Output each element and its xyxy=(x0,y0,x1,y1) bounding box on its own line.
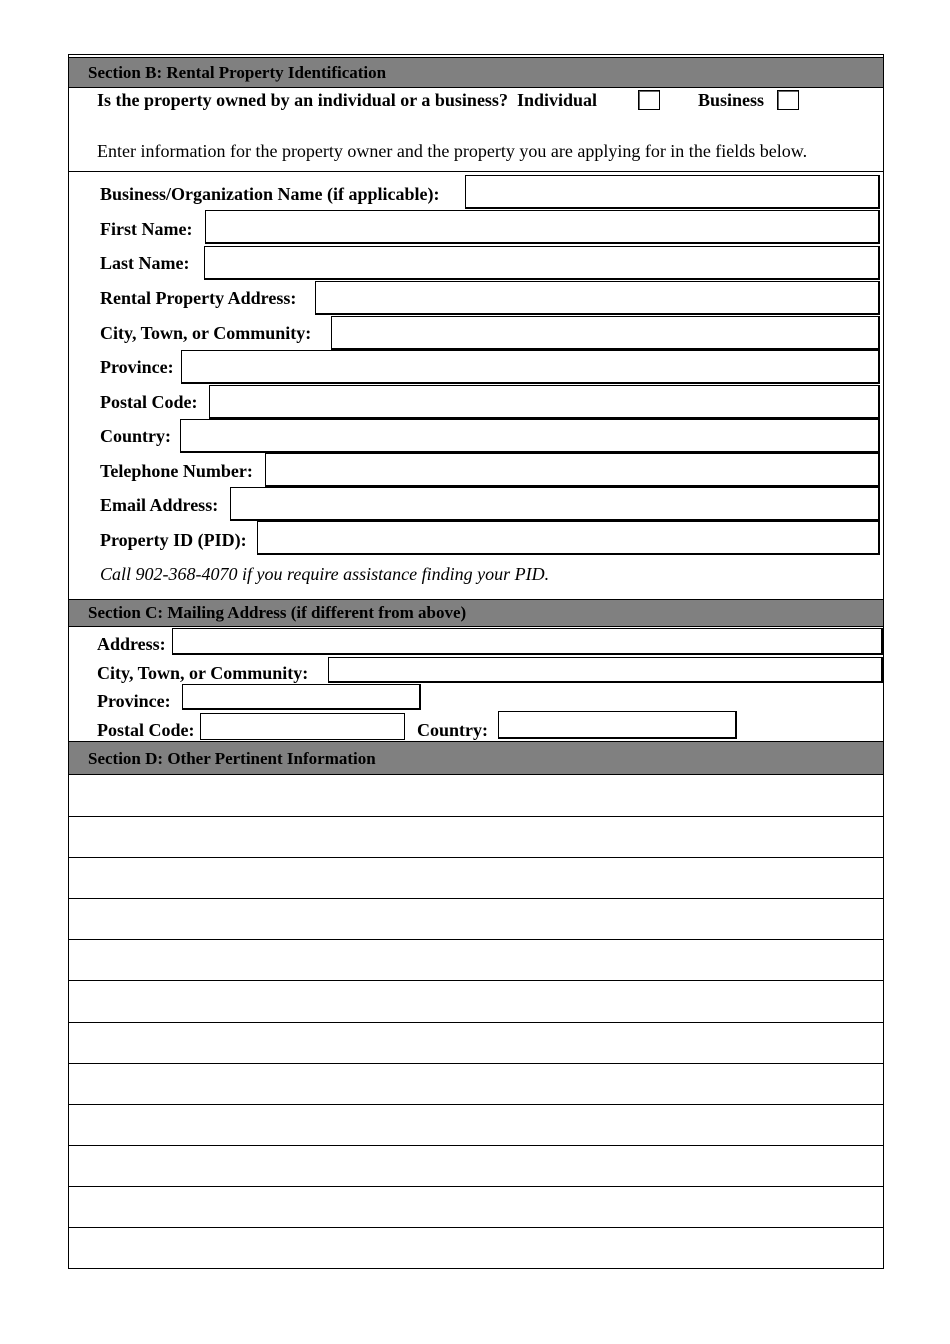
postal-code-input[interactable] xyxy=(209,385,880,419)
writing-line[interactable] xyxy=(68,816,884,817)
pid-help-text: Call 902-368-4070 if you require assistance finding your PID. xyxy=(100,564,550,584)
writing-line[interactable] xyxy=(68,1063,884,1064)
province-label: Province: xyxy=(100,357,174,377)
last-name-input[interactable] xyxy=(204,246,880,280)
first-name-input[interactable] xyxy=(205,210,880,244)
section-b-instructions: Enter information for the property owner and the property you are applying for in the fields below. xyxy=(97,141,808,161)
mailing-country-label: Country: xyxy=(417,720,488,740)
rental-address-input[interactable] xyxy=(315,281,880,315)
business-name-label: Business/Organization Name (if applicable): xyxy=(100,184,440,204)
first-name-label: First Name: xyxy=(100,219,193,239)
country-label: Country: xyxy=(100,426,171,446)
section-d-title: Section D: Other Pertinent Information xyxy=(88,749,376,768)
section-b-header xyxy=(68,57,884,88)
city-label: City, Town, or Community: xyxy=(100,323,312,343)
writing-line[interactable] xyxy=(68,1104,884,1105)
province-input[interactable] xyxy=(181,350,880,384)
mailing-address-input[interactable] xyxy=(172,628,883,655)
mailing-city-input[interactable] xyxy=(328,657,883,683)
mailing-address-label: Address: xyxy=(97,634,166,654)
mailing-postal-code-input[interactable] xyxy=(200,713,405,740)
mailing-postal-code-label: Postal Code: xyxy=(97,720,195,740)
business-name-input[interactable] xyxy=(465,175,880,209)
writing-line[interactable] xyxy=(68,980,884,981)
email-label: Email Address: xyxy=(100,495,219,515)
telephone-input[interactable] xyxy=(265,453,880,487)
mailing-province-label: Province: xyxy=(97,691,171,711)
section-c-title: Section C: Mailing Address (if different from above) xyxy=(88,603,467,622)
mailing-country-input[interactable] xyxy=(498,711,737,739)
ownership-question-text: Is the property owned by an individual or a business? xyxy=(97,90,508,110)
email-input[interactable] xyxy=(230,487,880,521)
pid-label: Property ID (PID): xyxy=(100,530,247,550)
last-name-label: Last Name: xyxy=(100,253,190,273)
country-input[interactable] xyxy=(180,419,880,453)
pid-input[interactable] xyxy=(257,521,880,555)
writing-line[interactable] xyxy=(68,1022,884,1023)
business-option-label: Business xyxy=(698,90,765,110)
section-d-header xyxy=(68,741,884,775)
writing-line[interactable] xyxy=(68,1145,884,1146)
telephone-label: Telephone Number: xyxy=(100,461,253,481)
mailing-city-label: City, Town, or Community: xyxy=(97,663,309,683)
section-c-header xyxy=(68,599,884,627)
ownership-question xyxy=(97,90,597,110)
writing-line[interactable] xyxy=(68,898,884,899)
city-input[interactable] xyxy=(331,316,880,350)
business-checkbox[interactable] xyxy=(777,90,799,110)
writing-line[interactable] xyxy=(68,939,884,940)
section-b-title: Section B: Rental Property Identification xyxy=(88,63,387,82)
divider xyxy=(68,171,884,172)
postal-code-label: Postal Code: xyxy=(100,392,198,412)
rental-address-label: Rental Property Address: xyxy=(100,288,297,308)
writing-line[interactable] xyxy=(68,1227,884,1228)
individual-option-label: Individual xyxy=(516,90,598,110)
individual-checkbox[interactable] xyxy=(638,90,660,110)
mailing-province-input[interactable] xyxy=(182,684,421,710)
writing-line[interactable] xyxy=(68,1186,884,1187)
writing-line[interactable] xyxy=(68,857,884,858)
